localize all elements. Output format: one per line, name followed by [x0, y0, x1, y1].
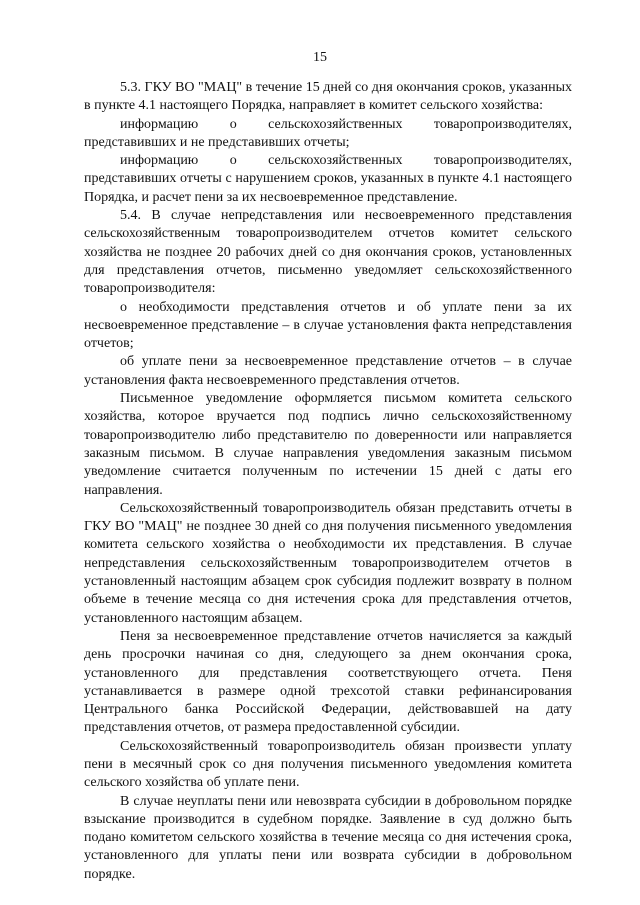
paragraph-penalty-payment: об уплате пени за несвоевременное представление отчетов – в случае установления факта несвоевременного представления отчетов.: [84, 354, 572, 388]
document-body: [84, 79, 572, 884]
paragraph-5-3: 5.3. ГКУ ВО "МАЦ" в течение 15 дней со дня окончания сроков, указанных в пункте 4.1 настоящего Порядка, направляет в комитет сельского хозяйства:: [84, 80, 572, 114]
paragraph-producer-obligation: Сельскохозяйственный товаропроизводитель обязан представить отчеты в ГКУ ВО "МАЦ" не позднее 30 дней со дня получения письменного уведомления комитета сельского хозяйства о необходимости их представления. В случае непредставления сельскохозяйственным товаропроизводителем отчетов в установленный настоящим абзацем срок субсидия подлежит возврату в полном объеме в течение месяца со дня истечения срока для представления отчетов, установленного настоящим абзацем.: [84, 500, 572, 626]
paragraph-penalty-accrual: Пеня за несвоевременное представление отчетов начисляется за каждый день просрочки начиная со дня, следующего за днем окончания срока, установленного для представления соответствующего отчета. Пеня устанавливается в размере одной трехсотой ставки рефинансирования Центрального банка Российской Федерации, действовавшей на дату представления отчетов, от размера предоставленной субсидии.: [84, 628, 572, 736]
paragraph-penalty-deadline: Сельскохозяйственный товаропроизводитель обязан произвести уплату пени в месячный срок со дня получения письменного уведомления комитета сельского хозяйства об уплате пени.: [84, 738, 572, 791]
paragraph-written-notice: Письменное уведомление оформляется письмом комитета сельского хозяйства, которое вручается под подпись лично сельскохозяйственному товаропроизводителю либо представителю по доверенности или направляется заказным письмом. В случае направления уведомления заказным письмом уведомление считается полученным по истечении 15 дней с даты его направления.: [84, 391, 572, 498]
paragraph-necessity: о необходимости представления отчетов и об уплате пени за их несвоевременное представление – в случае установления факта непредставления отчетов;: [84, 299, 572, 352]
paragraph-5-4: 5.4. В случае непредставления или несвоевременного представления сельскохозяйственным товаропроизводителем отчетов комитет сельского хозяйства не позднее 20 рабочих дней со дня окончания сроков, установленных для представления отчетов, письменно уведомляет сельскохозяйственного товаропроизводителя:: [84, 208, 572, 297]
page-number: 15: [313, 50, 327, 65]
paragraph-court-recovery: В случае неуплаты пени или невозврата субсидии в добровольном порядке взыскание производится в судебном порядке. Заявление в суд должно быть подано комитетом сельского хозяйства в течение месяца со дня истечения срока, установленного для уплаты пени или возврата субсидии в добровольном порядке.: [84, 793, 572, 882]
paragraph-info-submitted: информацию о сельскохозяйственных товаропроизводителях, представивших и не представивших отчеты;: [84, 116, 572, 150]
paragraph-info-late: информацию о сельскохозяйственных товаропроизводителях, представивших отчеты с нарушением сроков, указанных в пункте 4.1 настоящего Порядка, и расчет пени за их несвоевременное представление.: [84, 153, 572, 205]
